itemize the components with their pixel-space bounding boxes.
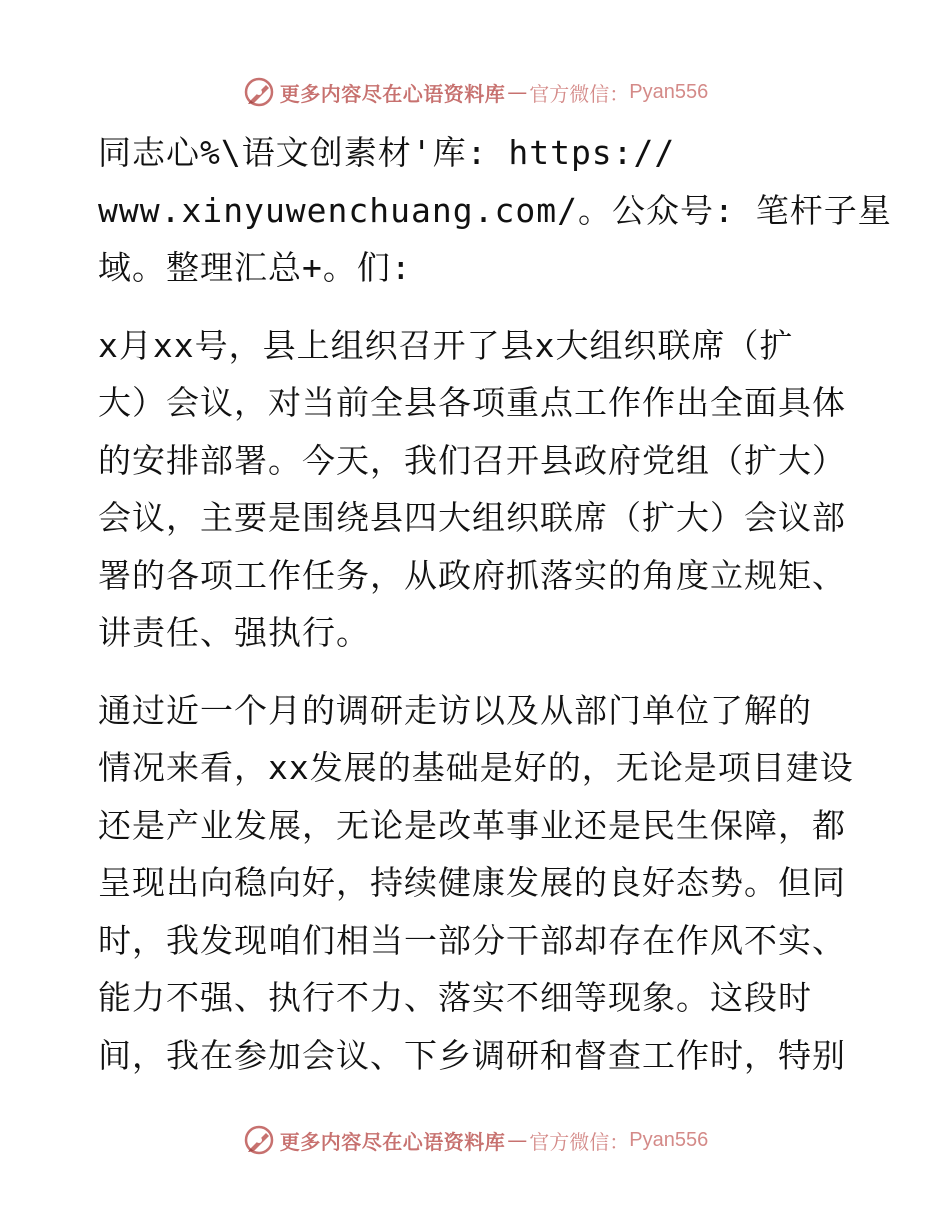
document-body [98, 124, 892, 1084]
text-line: 通过近一个月的调研走访以及从部门单位了解的 [98, 690, 812, 730]
text-line: www.xinyuwenchuang.com/。公众号: 笔杆子星 [98, 190, 892, 230]
text-line: 呈现出向稳向好，持续健康发展的良好态势。但同 [98, 863, 846, 902]
header-banner [0, 72, 950, 112]
text-line: 讲责任、强执行。 [98, 613, 370, 652]
banner-dash: — [507, 80, 528, 104]
paragraph-meeting [98, 317, 858, 662]
pen-logo-icon [242, 1123, 276, 1157]
pen-logo-icon [242, 75, 276, 109]
text-line: 时，我发现咱们相当一部分干部却存在作风不实、 [98, 920, 846, 960]
banner-wechat-id: Pyan556 [629, 1128, 709, 1151]
banner-wechat-label: 官方微信： [529, 1129, 630, 1154]
banner-text: 更多内容尽在心语资料库 [279, 1129, 506, 1154]
text-line: 大）会议，对当前全县各项重点工作作出全面具体 [98, 383, 846, 422]
text-line: 会议，主要是围绕县四大组织联席（扩大）会议部 [98, 498, 846, 537]
text-line: 能力不强、执行不力、落实不细等现象。这段时 [98, 978, 812, 1017]
text-line: 还是产业发展，无论是改革事业还是民生保障，都 [98, 805, 846, 845]
footer-banner [0, 1120, 950, 1160]
text-line: 的安排部署。今天，我们召开县政府党组（扩大） [98, 440, 846, 480]
text-line: 同志心%\语文创素材'库: https:// [98, 133, 676, 172]
banner-text: 更多内容尽在心语资料库 [279, 81, 506, 106]
banner-dash: — [507, 1128, 528, 1152]
text-line: 情况来看，xx发展的基础是好的，无论是项目建设 [98, 748, 854, 787]
paragraph-research [98, 682, 858, 1085]
text-line: x月xx号，县上组织召开了县x大组织联席（扩 [98, 325, 794, 365]
banner-wechat-id: Pyan556 [629, 80, 709, 103]
paragraph-intro [98, 124, 892, 297]
text-line: 署的各项工作任务，从政府抓落实的角度立规矩、 [98, 555, 846, 595]
text-line: 域。整理汇总+。们: [98, 248, 412, 287]
banner-wechat-label: 官方微信： [529, 81, 630, 106]
text-line: 间，我在参加会议、下乡调研和督查工作时，特别 [98, 1035, 846, 1075]
